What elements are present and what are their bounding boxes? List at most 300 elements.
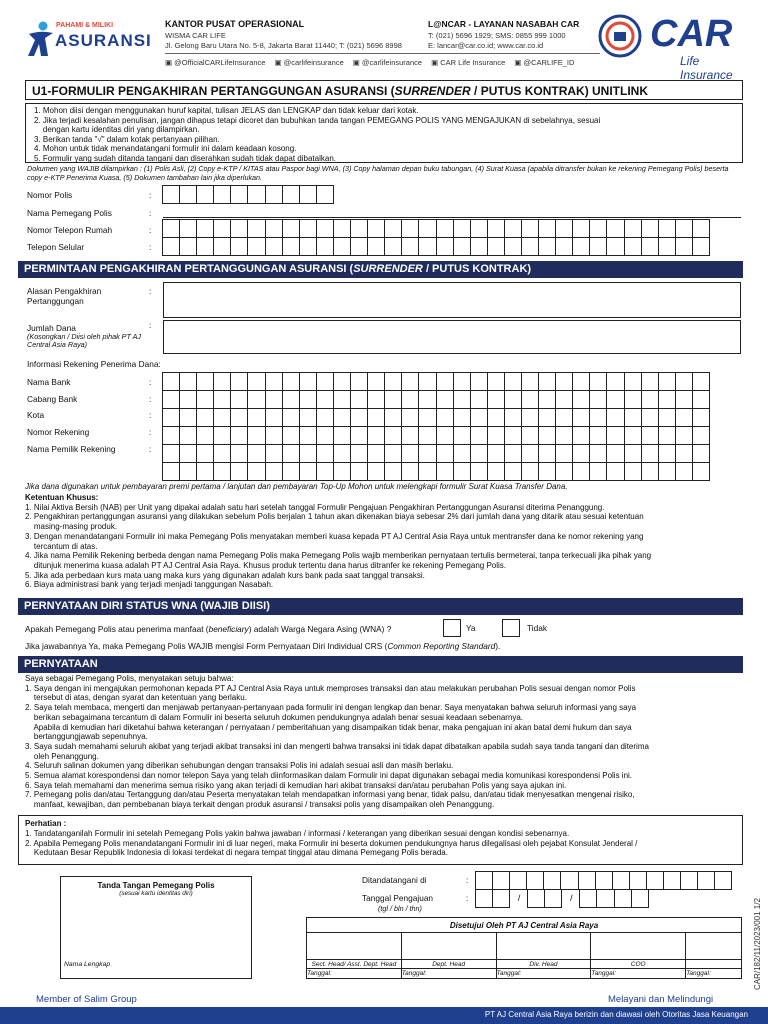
input-cell[interactable] — [675, 462, 693, 481]
input-cell[interactable] — [247, 390, 265, 409]
input-cell[interactable] — [282, 237, 300, 256]
input-cell[interactable] — [538, 390, 556, 409]
input-cell[interactable] — [384, 372, 402, 391]
input-cell[interactable] — [641, 462, 659, 481]
input-cell[interactable] — [606, 219, 624, 238]
input-cell[interactable] — [196, 462, 214, 481]
input-cell[interactable] — [299, 185, 317, 204]
input-cell[interactable] — [504, 372, 522, 391]
nomor-polis-input[interactable] — [163, 185, 334, 204]
input-cell[interactable] — [487, 372, 505, 391]
wna-tidak-checkbox[interactable] — [502, 619, 520, 637]
input-cell[interactable] — [521, 390, 539, 409]
input-cell[interactable] — [521, 444, 539, 463]
input-cell[interactable] — [453, 372, 471, 391]
input-cell[interactable] — [606, 237, 624, 256]
input-cell[interactable] — [487, 408, 505, 427]
input-cell[interactable] — [504, 390, 522, 409]
nama-pemegang-input[interactable] — [163, 217, 741, 218]
input-cell[interactable] — [658, 390, 676, 409]
kota-input[interactable] — [163, 408, 710, 427]
input-cell[interactable] — [401, 390, 419, 409]
input-cell[interactable] — [538, 372, 556, 391]
input-cell[interactable] — [589, 462, 607, 481]
input-cell[interactable] — [692, 462, 710, 481]
input-cell[interactable] — [265, 444, 283, 463]
input-cell[interactable] — [179, 219, 197, 238]
input-cell[interactable] — [606, 462, 624, 481]
input-cell[interactable] — [555, 390, 573, 409]
input-cell[interactable] — [555, 444, 573, 463]
input-cell[interactable] — [196, 390, 214, 409]
input-cell[interactable] — [641, 444, 659, 463]
input-cell[interactable] — [350, 390, 368, 409]
input-cell[interactable] — [606, 372, 624, 391]
input-cell[interactable] — [265, 408, 283, 427]
input-cell[interactable] — [247, 185, 265, 204]
nomor-rekening-input[interactable] — [163, 426, 710, 445]
input-cell[interactable] — [247, 462, 265, 481]
input-cell[interactable] — [504, 219, 522, 238]
input-cell[interactable] — [162, 185, 180, 204]
input-cell[interactable] — [401, 444, 419, 463]
input-cell[interactable] — [504, 408, 522, 427]
input-cell[interactable] — [453, 444, 471, 463]
input-cell[interactable] — [367, 219, 385, 238]
alasan-input[interactable] — [163, 282, 741, 318]
input-cell[interactable] — [543, 871, 561, 890]
input-cell[interactable] — [299, 426, 317, 445]
input-cell[interactable] — [401, 237, 419, 256]
input-cell[interactable] — [418, 237, 436, 256]
input-cell[interactable] — [179, 390, 197, 409]
input-cell[interactable] — [470, 408, 488, 427]
input-cell[interactable] — [333, 444, 351, 463]
input-cell[interactable] — [384, 390, 402, 409]
input-cell[interactable] — [436, 372, 454, 391]
telepon-rumah-input[interactable] — [163, 219, 710, 238]
input-cell[interactable] — [265, 372, 283, 391]
input-cell[interactable] — [230, 408, 248, 427]
input-cell[interactable] — [179, 185, 197, 204]
input-cell[interactable] — [196, 372, 214, 391]
input-cell[interactable] — [350, 219, 368, 238]
input-cell[interactable] — [692, 372, 710, 391]
input-cell[interactable] — [470, 372, 488, 391]
input-cell[interactable] — [401, 426, 419, 445]
input-cell[interactable] — [692, 237, 710, 256]
input-cell[interactable] — [282, 426, 300, 445]
input-cell[interactable] — [179, 462, 197, 481]
input-cell[interactable] — [624, 390, 642, 409]
input-cell[interactable] — [367, 426, 385, 445]
input-cell[interactable] — [367, 462, 385, 481]
input-cell[interactable] — [213, 390, 231, 409]
input-cell[interactable] — [282, 372, 300, 391]
input-cell[interactable] — [504, 462, 522, 481]
input-cell[interactable] — [675, 390, 693, 409]
input-cell[interactable] — [453, 390, 471, 409]
facebook-link[interactable]: ▣ @OfficialCARLifeInsurance — [165, 58, 266, 67]
input-cell[interactable] — [487, 444, 505, 463]
input-cell[interactable] — [658, 462, 676, 481]
input-cell[interactable] — [624, 219, 642, 238]
input-cell[interactable] — [504, 444, 522, 463]
input-cell[interactable] — [436, 237, 454, 256]
input-cell[interactable] — [675, 237, 693, 256]
input-cell[interactable] — [572, 444, 590, 463]
input-cell[interactable] — [162, 390, 180, 409]
input-cell[interactable] — [350, 372, 368, 391]
input-cell[interactable] — [299, 372, 317, 391]
input-cell[interactable] — [526, 871, 544, 890]
input-cell[interactable] — [401, 462, 419, 481]
input-cell[interactable] — [453, 462, 471, 481]
input-cell[interactable] — [333, 408, 351, 427]
input-cell[interactable] — [504, 426, 522, 445]
input-cell[interactable] — [641, 426, 659, 445]
input-cell[interactable] — [436, 462, 454, 481]
telepon-selular-input[interactable] — [163, 237, 710, 256]
input-cell[interactable] — [316, 390, 334, 409]
input-cell[interactable] — [418, 219, 436, 238]
input-cell[interactable] — [470, 426, 488, 445]
input-cell[interactable] — [350, 426, 368, 445]
input-cell[interactable] — [538, 426, 556, 445]
input-cell[interactable] — [624, 372, 642, 391]
input-cell[interactable] — [475, 871, 493, 890]
input-cell[interactable] — [179, 444, 197, 463]
input-cell[interactable] — [384, 462, 402, 481]
input-cell[interactable] — [453, 219, 471, 238]
nama-pemilik-input-row1[interactable] — [163, 444, 710, 463]
input-cell[interactable] — [350, 462, 368, 481]
input-cell[interactable] — [367, 237, 385, 256]
input-cell[interactable] — [401, 219, 419, 238]
input-cell[interactable] — [162, 219, 180, 238]
input-cell[interactable] — [487, 237, 505, 256]
input-cell[interactable] — [589, 426, 607, 445]
input-cell[interactable] — [367, 444, 385, 463]
input-cell[interactable] — [641, 237, 659, 256]
input-cell[interactable] — [179, 237, 197, 256]
input-cell[interactable] — [589, 237, 607, 256]
input-cell[interactable] — [418, 372, 436, 391]
input-cell[interactable] — [213, 185, 231, 204]
input-cell[interactable] — [213, 219, 231, 238]
ditandatangani-input[interactable] — [476, 871, 732, 890]
input-cell[interactable] — [230, 444, 248, 463]
input-cell[interactable] — [247, 219, 265, 238]
input-cell[interactable] — [436, 390, 454, 409]
input-cell[interactable] — [230, 372, 248, 391]
input-cell[interactable] — [384, 408, 402, 427]
input-cell[interactable] — [418, 408, 436, 427]
input-cell[interactable] — [572, 462, 590, 481]
input-cell[interactable] — [213, 444, 231, 463]
input-cell[interactable] — [680, 871, 698, 890]
input-cell[interactable] — [247, 372, 265, 391]
input-cell[interactable] — [692, 219, 710, 238]
input-cell[interactable] — [247, 444, 265, 463]
input-cell[interactable] — [487, 219, 505, 238]
input-cell[interactable] — [333, 219, 351, 238]
input-cell[interactable] — [265, 185, 283, 204]
input-cell[interactable] — [316, 444, 334, 463]
instagram-link[interactable]: ▣ @carlifeinsurance — [274, 58, 344, 67]
input-cell[interactable] — [624, 408, 642, 427]
input-cell[interactable] — [265, 426, 283, 445]
input-cell[interactable] — [555, 372, 573, 391]
input-cell[interactable] — [282, 462, 300, 481]
input-cell[interactable] — [230, 426, 248, 445]
input-cell[interactable] — [692, 426, 710, 445]
input-cell[interactable] — [658, 237, 676, 256]
input-cell[interactable] — [624, 462, 642, 481]
input-cell[interactable] — [606, 444, 624, 463]
input-cell[interactable] — [692, 408, 710, 427]
input-cell[interactable] — [162, 372, 180, 391]
input-cell[interactable] — [436, 219, 454, 238]
input-cell[interactable] — [658, 426, 676, 445]
input-cell[interactable] — [624, 444, 642, 463]
input-cell[interactable] — [299, 408, 317, 427]
input-cell[interactable] — [470, 237, 488, 256]
input-cell[interactable] — [675, 426, 693, 445]
input-cell[interactable] — [589, 219, 607, 238]
input-cell[interactable] — [612, 871, 630, 890]
input-cell[interactable] — [299, 462, 317, 481]
input-cell[interactable] — [624, 237, 642, 256]
input-cell[interactable] — [384, 237, 402, 256]
input-cell[interactable] — [487, 462, 505, 481]
input-cell[interactable] — [247, 237, 265, 256]
input-cell[interactable] — [213, 408, 231, 427]
input-cell[interactable] — [196, 426, 214, 445]
input-cell[interactable] — [299, 390, 317, 409]
input-cell[interactable] — [555, 408, 573, 427]
input-cell[interactable] — [213, 237, 231, 256]
input-cell[interactable] — [213, 372, 231, 391]
input-cell[interactable] — [230, 219, 248, 238]
input-cell[interactable] — [555, 462, 573, 481]
input-cell[interactable] — [675, 408, 693, 427]
input-cell[interactable] — [230, 462, 248, 481]
input-cell[interactable] — [675, 444, 693, 463]
input-cell[interactable] — [572, 237, 590, 256]
input-cell[interactable] — [333, 426, 351, 445]
input-cell[interactable] — [595, 871, 613, 890]
input-cell[interactable] — [230, 390, 248, 409]
cabang-bank-input[interactable] — [163, 390, 710, 409]
input-cell[interactable] — [453, 408, 471, 427]
input-cell[interactable] — [641, 390, 659, 409]
input-cell[interactable] — [333, 372, 351, 391]
input-cell[interactable] — [487, 390, 505, 409]
input-cell[interactable] — [572, 408, 590, 427]
wna-ya-checkbox[interactable] — [443, 619, 461, 637]
input-cell[interactable] — [606, 408, 624, 427]
input-cell[interactable] — [572, 372, 590, 391]
input-cell[interactable] — [299, 237, 317, 256]
input-cell[interactable] — [629, 871, 647, 890]
input-cell[interactable] — [247, 426, 265, 445]
input-cell[interactable] — [333, 237, 351, 256]
input-cell[interactable] — [418, 462, 436, 481]
input-cell[interactable] — [162, 444, 180, 463]
input-cell[interactable] — [333, 390, 351, 409]
input-cell[interactable] — [436, 444, 454, 463]
nama-pemilik-input-row2[interactable] — [163, 462, 710, 481]
input-cell[interactable] — [697, 871, 715, 890]
input-cell[interactable] — [521, 237, 539, 256]
input-cell[interactable] — [196, 237, 214, 256]
input-cell[interactable] — [641, 372, 659, 391]
input-cell[interactable] — [606, 390, 624, 409]
input-cell[interactable] — [538, 462, 556, 481]
input-cell[interactable] — [589, 408, 607, 427]
input-cell[interactable] — [521, 462, 539, 481]
input-cell[interactable] — [282, 408, 300, 427]
input-cell[interactable] — [230, 237, 248, 256]
input-cell[interactable] — [179, 408, 197, 427]
input-cell[interactable] — [560, 871, 578, 890]
input-cell[interactable] — [492, 871, 510, 890]
input-cell[interactable] — [555, 237, 573, 256]
input-cell[interactable] — [658, 408, 676, 427]
input-cell[interactable] — [658, 372, 676, 391]
input-cell[interactable] — [384, 426, 402, 445]
input-cell[interactable] — [367, 372, 385, 391]
input-cell[interactable] — [265, 390, 283, 409]
input-cell[interactable] — [179, 426, 197, 445]
input-cell[interactable] — [453, 237, 471, 256]
input-cell[interactable] — [282, 444, 300, 463]
input-cell[interactable] — [589, 390, 607, 409]
tiktok-link[interactable]: ▣ @carlifeinsurance — [352, 58, 423, 67]
input-cell[interactable] — [350, 237, 368, 256]
input-cell[interactable] — [521, 372, 539, 391]
input-cell[interactable] — [282, 219, 300, 238]
input-cell[interactable] — [646, 871, 664, 890]
input-cell[interactable] — [436, 426, 454, 445]
input-cell[interactable] — [350, 444, 368, 463]
input-cell[interactable] — [555, 426, 573, 445]
x-link[interactable]: ▣ @CARLIFE_ID — [514, 58, 575, 67]
input-cell[interactable] — [316, 185, 334, 204]
input-cell[interactable] — [641, 219, 659, 238]
input-cell[interactable] — [504, 237, 522, 256]
input-cell[interactable] — [436, 408, 454, 427]
input-cell[interactable] — [538, 219, 556, 238]
input-cell[interactable] — [316, 462, 334, 481]
input-cell[interactable] — [265, 237, 283, 256]
input-cell[interactable] — [299, 444, 317, 463]
input-cell[interactable] — [578, 871, 596, 890]
input-cell[interactable] — [572, 219, 590, 238]
input-cell[interactable] — [367, 390, 385, 409]
input-cell[interactable] — [572, 426, 590, 445]
signature-box[interactable] — [60, 876, 252, 979]
input-cell[interactable] — [265, 219, 283, 238]
input-cell[interactable] — [247, 408, 265, 427]
input-cell[interactable] — [470, 390, 488, 409]
input-cell[interactable] — [179, 372, 197, 391]
input-cell[interactable] — [418, 390, 436, 409]
input-cell[interactable] — [384, 444, 402, 463]
input-cell[interactable] — [418, 426, 436, 445]
input-cell[interactable] — [538, 237, 556, 256]
input-cell[interactable] — [196, 185, 214, 204]
input-cell[interactable] — [509, 871, 527, 890]
input-cell[interactable] — [196, 444, 214, 463]
input-cell[interactable] — [470, 219, 488, 238]
input-cell[interactable] — [692, 390, 710, 409]
input-cell[interactable] — [487, 426, 505, 445]
input-cell[interactable] — [316, 372, 334, 391]
input-cell[interactable] — [589, 444, 607, 463]
nama-bank-input[interactable] — [163, 372, 710, 391]
input-cell[interactable] — [521, 426, 539, 445]
input-cell[interactable] — [675, 372, 693, 391]
input-cell[interactable] — [538, 408, 556, 427]
input-cell[interactable] — [162, 237, 180, 256]
input-cell[interactable] — [213, 426, 231, 445]
input-cell[interactable] — [350, 408, 368, 427]
input-cell[interactable] — [162, 426, 180, 445]
input-cell[interactable] — [316, 426, 334, 445]
input-cell[interactable] — [162, 408, 180, 427]
linkedin-link[interactable]: ▣ CAR Life Insurance — [431, 58, 506, 67]
input-cell[interactable] — [196, 408, 214, 427]
input-cell[interactable] — [641, 408, 659, 427]
input-cell[interactable] — [401, 408, 419, 427]
input-cell[interactable] — [316, 408, 334, 427]
input-cell[interactable] — [572, 390, 590, 409]
input-cell[interactable] — [589, 372, 607, 391]
input-cell[interactable] — [658, 444, 676, 463]
input-cell[interactable] — [418, 444, 436, 463]
input-cell[interactable] — [453, 426, 471, 445]
input-cell[interactable] — [606, 426, 624, 445]
jumlah-dana-input[interactable] — [163, 320, 741, 354]
input-cell[interactable] — [521, 408, 539, 427]
input-cell[interactable] — [299, 219, 317, 238]
input-cell[interactable] — [333, 462, 351, 481]
input-cell[interactable] — [213, 462, 231, 481]
input-cell[interactable] — [230, 185, 248, 204]
input-cell[interactable] — [658, 219, 676, 238]
input-cell[interactable] — [555, 219, 573, 238]
input-cell[interactable] — [282, 185, 300, 204]
input-cell[interactable] — [401, 372, 419, 391]
input-cell[interactable] — [196, 219, 214, 238]
input-cell[interactable] — [663, 871, 681, 890]
input-cell[interactable] — [714, 871, 732, 890]
tanggal-pengajuan-input[interactable] — [476, 889, 649, 908]
input-cell[interactable] — [470, 444, 488, 463]
input-cell[interactable] — [692, 444, 710, 463]
input-cell[interactable] — [675, 219, 693, 238]
input-cell[interactable] — [521, 219, 539, 238]
input-cell[interactable] — [316, 219, 334, 238]
input-cell[interactable] — [538, 444, 556, 463]
input-cell[interactable] — [265, 462, 283, 481]
input-cell[interactable] — [470, 462, 488, 481]
input-cell[interactable] — [384, 219, 402, 238]
input-cell[interactable] — [316, 237, 334, 256]
input-cell[interactable] — [282, 390, 300, 409]
